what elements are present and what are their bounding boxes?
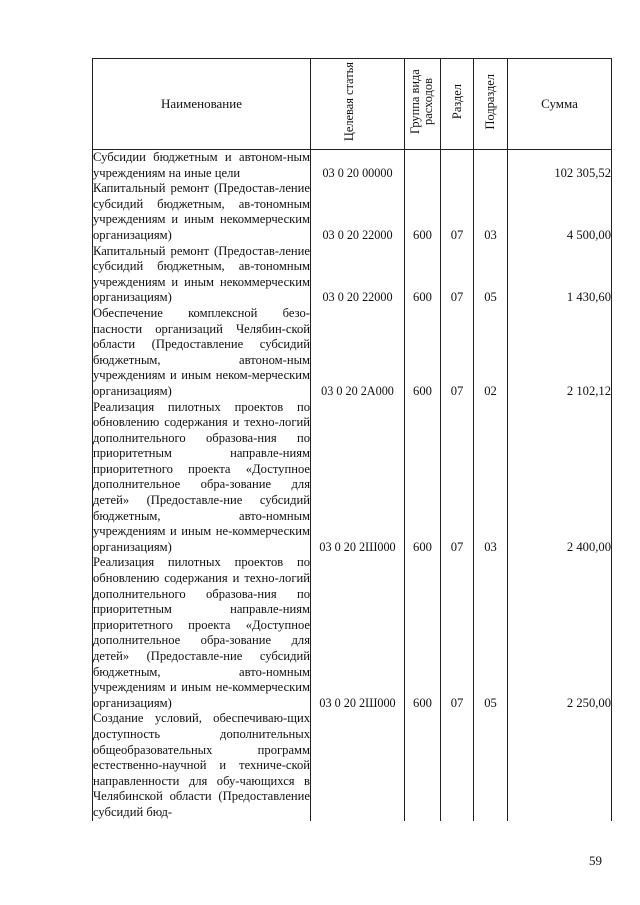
row-code: 03 0 20 00000 [311,150,405,182]
table-row [93,244,612,306]
row-name: Субсидии бюджетным и автоном-ным учреждениям на иные цели [93,150,310,180]
table-row [93,555,612,711]
row-code: 03 0 20 2А000 [311,306,405,400]
row-code [311,711,405,820]
row-section [441,150,474,182]
header-group: Группа вида расходов [407,69,435,135]
row-name: Обеспечение комплексной безо-пасности организаций Челябин-ской области (Предоставление субсидий бюджетным, автоном-ным учреждениям и иным неком-мерческим организациям) [93,305,310,398]
header-subsection-cell [474,59,508,150]
row-name: Капитальный ремонт (Предостав-ление субсидий бюджетным, ав-тономным учреждениям и иным некоммерческим организациям) [93,181,310,242]
row-name: Реализация пилотных проектов по обновлению содержания и техно-логий дополнительного образова-ния по приоритетным направле-ниям приоритетного проекта «Доступное дополнительное обра-зование для детей» (Предоставле-ние субсидий бюджетным, авто-номным учреждениям и иным не-коммерческим организациям) [93,399,310,554]
row-section: 07 [441,555,474,711]
header-subsection: Подраздел [483,74,497,130]
row-group: 600 [405,244,441,306]
row-group: 600 [405,555,441,711]
row-section: 07 [441,306,474,400]
header-name: Наименование [93,59,311,150]
row-subsection [474,150,508,182]
row-name: Создание условий, обеспечиваю-щих доступность дополнительных общеобразовательных программ естественно-научной и техниче-ской направленности для обу-чающихся в Челябинской области (Предоставление субсидий бюд- [93,711,310,819]
header-code: Целевая статья [341,62,356,142]
row-code: 03 0 20 22000 [311,181,405,243]
row-sum [508,711,612,820]
row-sum: 4 500,00 [508,181,612,243]
table-header-row [93,59,612,150]
row-sum: 2 400,00 [508,400,612,556]
header-sum: Сумма [508,59,612,150]
header-section: Раздел [449,84,464,120]
table-row [93,306,612,400]
row-subsection: 02 [474,306,508,400]
row-code: 03 0 20 22000 [311,244,405,306]
row-group: 600 [405,306,441,400]
row-section: 07 [441,244,474,306]
row-code: 03 0 20 2Ш000 [311,400,405,556]
row-sum: 102 305,52 [508,150,612,182]
row-code: 03 0 20 2Ш000 [311,555,405,711]
row-group [405,711,441,820]
row-subsection: 05 [474,555,508,711]
row-subsection [474,711,508,820]
row-group: 600 [405,400,441,556]
table-row [93,711,612,820]
row-name: Реализация пилотных проектов по обновлению содержания и техно-логий дополнительного образова-ния по приоритетным направле-ниям приоритетного проекта «Доступное дополнительное обра-зование для детей» (Предоставле-ние субсидий бюджетным, авто-номным учреждениям и иным не-коммерческим организациям) [93,555,310,710]
row-subsection: 03 [474,181,508,243]
row-sum: 2 250,00 [508,555,612,711]
table-row [93,400,612,556]
row-group: 600 [405,181,441,243]
table-row [93,181,612,243]
header-group-cell [405,59,441,150]
row-section [441,711,474,820]
row-group [405,150,441,182]
row-sum: 1 430,60 [508,244,612,306]
table-row [93,150,612,182]
row-subsection: 05 [474,244,508,306]
row-name: Капитальный ремонт (Предостав-ление субсидий бюджетным, ав-тономным учреждениям и иным некоммерческим организациям) [93,243,310,305]
row-sum: 2 102,12 [508,306,612,400]
header-code-cell [311,59,405,150]
page-number: 59 [589,853,602,868]
row-section: 07 [441,400,474,556]
row-section: 07 [441,181,474,243]
budget-table [92,58,612,821]
header-section-cell [441,59,474,150]
row-subsection: 03 [474,400,508,556]
